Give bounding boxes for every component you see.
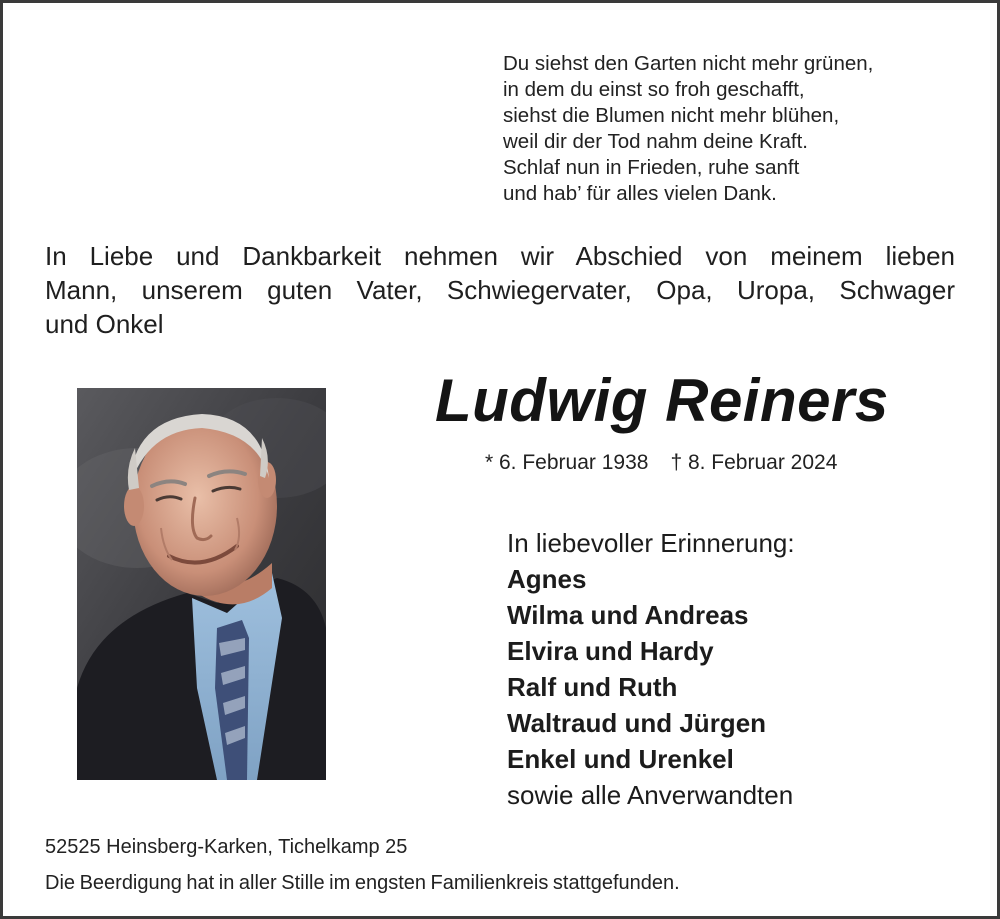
poem	[503, 51, 873, 207]
portrait-illustration	[77, 388, 326, 780]
farewell-line: Mann, unserem guten Vater, Schwiegervater, Opa, Uropa, Schwager	[45, 275, 955, 305]
mourner-name: Ralf und Ruth	[507, 672, 678, 702]
farewell-line: und Onkel	[45, 309, 164, 339]
address: 52525 Heinsberg-Karken, Tichelkamp 25	[45, 836, 408, 858]
mourner-name: Enkel und Urenkel	[507, 744, 734, 774]
farewell-text	[45, 239, 955, 341]
birth-date: * 6. Februar 1938	[485, 451, 649, 474]
mourner-name: Elvira und Hardy	[507, 636, 714, 666]
poem-line: Schlaf nun in Frieden, ruhe sanft	[503, 156, 800, 179]
poem-line: und hab’ für alles vielen Dank.	[503, 182, 777, 205]
life-dates	[485, 449, 837, 477]
mourners-closing: sowie alle Anverwandten	[507, 780, 794, 810]
mourner-name: Waltraud und Jürgen	[507, 708, 767, 738]
mourners-list	[507, 525, 795, 813]
poem-line: Du siehst den Garten nicht mehr grünen,	[503, 52, 874, 75]
funeral-notice: Die Beerdigung hat in aller Stille im engsten Familienkreis stattgefunden.	[45, 872, 680, 894]
mourner-name: Agnes	[507, 564, 587, 594]
death-date: † 8. Februar 2024	[670, 451, 838, 474]
mourner-name: Wilma und Andreas	[507, 600, 749, 630]
poem-line: siehst die Blumen nicht mehr blühen,	[503, 104, 840, 127]
deceased-name: Ludwig Reiners	[435, 367, 889, 434]
poem-line: in dem du einst so froh geschafft,	[503, 78, 805, 101]
portrait-photo	[77, 388, 326, 780]
farewell-line: In Liebe und Dankbarkeit nehmen wir Abschied von meinem lieben	[45, 241, 955, 271]
poem-line: weil dir der Tod nahm deine Kraft.	[503, 130, 809, 153]
mourners-heading: In liebevoller Erinnerung:	[507, 528, 795, 558]
